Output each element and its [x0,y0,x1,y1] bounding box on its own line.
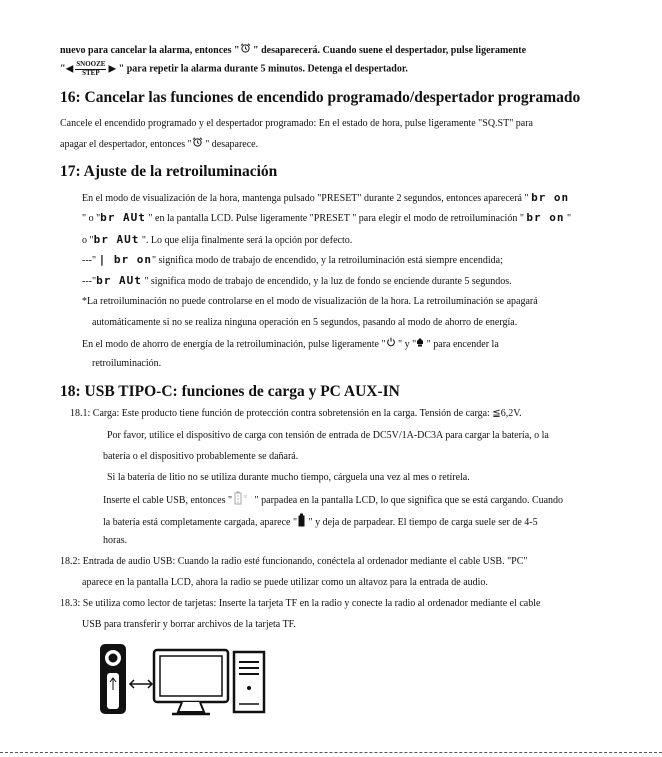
s17-line-6: *La retroiluminación no puede controlarse en el modo de visualización de la hora. La retroiluminación se apagará [82,296,538,307]
s17-line-1: En el modo de visualización de la hora, mantenga pulsado "PRESET" durante 2 segundos, entonces aparecerá " br on [82,191,570,204]
s18-line-1: 18.1: Carga: Este producto tiene función de protección contra sobretensión en la carga. Tensión de carga: ≦6,2V. [70,408,522,419]
usb-cable-arrow-icon [130,680,152,688]
s18-line-8: 18.2: Entrada de audio USB: Cuando la radio esté funcionando, conéctela al ordenador mediante el cable USB. "PC" [60,556,528,567]
s18-line-6: la batería está completamente cargada, aparece " " y deja de parpadear. El tiempo de carga suele ser de 4-5 [103,513,538,532]
computer-monitor-icon [154,650,228,714]
s18-line-7: horas. [103,535,128,546]
s17-line-9: retroiluminación. [92,358,162,369]
snooze-step-button-label: SNOOZE STEP [76,60,106,77]
alarm-clock-icon [192,137,203,152]
alarm-clock-icon [240,43,251,58]
s18-line-4: Si la batería de litio no se utiliza durante mucho tiempo, cárguela una vez al mes o retírela. [107,472,470,483]
s17-line-2: " o "br AUt " en la pantalla LCD. Pulse ligeramente "PRESET " para elegir el modo de retroiluminación " br on " [82,211,572,224]
s18-line-10: 18.3: Se utiliza como lector de tarjetas: Inserte la tarjeta TF en la radio y conecte la radio al ordenador mediante el cable [60,598,541,609]
s17-line-5: ---"br AUt " significa modo de trabajo de encendido, y la luz de fondo se enciende durante 5 segundos. [82,274,512,287]
s18-line-3: batería o el dispositivo probablemente se dañará. [103,451,299,462]
page-bottom-divider [0,752,662,753]
s18-line-9: aparece en la pantalla LCD, ahora la radio se puede utilizar como un altavoz para la entrada de audio. [82,577,488,588]
s17-line-8: En el modo de ahorro de energía de la retroiluminación, pulse ligeramente " " y " " para encender la [82,337,499,352]
intro-line-2: "◀ SNOOZE STEP ▶ " para repetir la alarma durante 5 minutos. Detenga el despertador. [60,60,408,77]
radio-device-icon [100,644,126,714]
power-icon [386,337,396,352]
section-17-heading: 17: Ajuste de la retroiluminación [60,163,278,180]
intro-line-1: nuevo para cancelar la alarma, entonces " " desaparecerá. Cuando suene el despertador, pulse ligeramente [60,43,526,58]
radio-to-computer-illustration [98,640,270,720]
s17-line-7: automáticamente si no se realiza ninguna operación en 5 segundos, pasando al modo de ahorro de energía. [92,317,518,328]
s16-line-1: Cancele el encendido programado y el despertador programado: En el estado de hora, pulse ligeramente "SQ.ST" para [60,118,533,129]
light-bulb-icon [416,337,424,352]
section-18-heading: 18: USB TIPO-C: funciones de carga y PC AUX-IN [60,383,400,400]
s16-line-2: apagar el despertador, entonces " " desaparece. [60,137,258,152]
s17-line-4: ---" | br on" significa modo de trabajo de encendido, y la retroiluminación está siempre encendida; [82,253,503,266]
s18-line-11: USB para transferir y borrar archivos de la tarjeta TF. [82,619,296,630]
battery-charging-icon [232,491,252,510]
s17-line-3: o "br AUt ". Lo que elija finalmente será la opción por defecto. [82,233,353,246]
computer-tower-icon [234,652,264,712]
s18-line-2: Por favor, utilice el dispositivo de carga con tensión de entrada de DC5V/1A-DC3A para cargar la batería, o la [107,430,549,441]
battery-full-icon [297,513,306,532]
section-16-heading: 16: Cancelar las funciones de encendido programado/despertador programado [60,89,581,106]
s18-line-5: Inserte el cable USB, entonces " " parpadea en la pantalla LCD, lo que significa que se está cargando. Cuando [103,491,563,510]
